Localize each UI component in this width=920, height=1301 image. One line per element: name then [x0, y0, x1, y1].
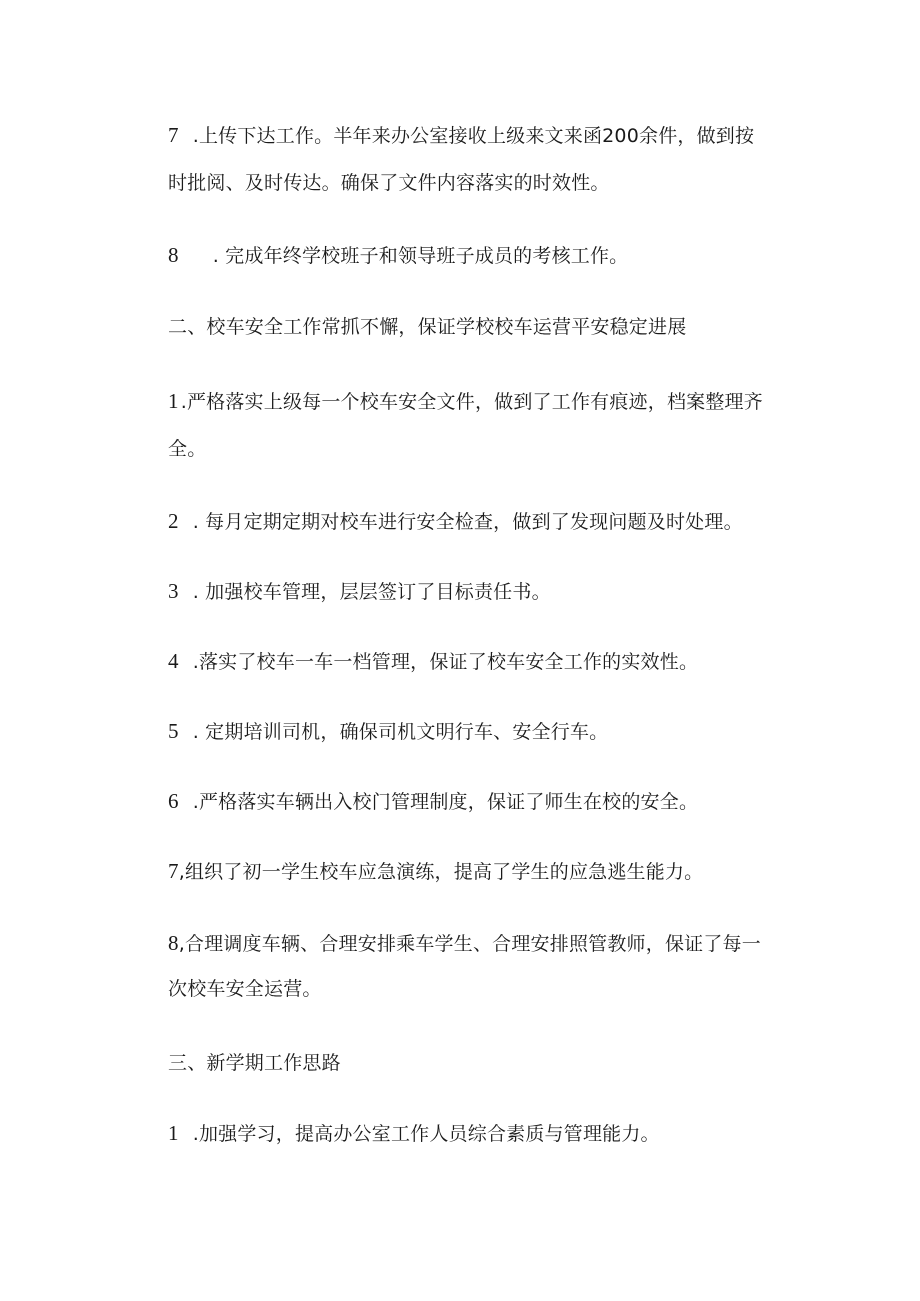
paragraph-text: 全。	[168, 438, 207, 460]
paragraph-text: .严格落实车辆出入校门管理制度，保证了师生在校的安全。	[192, 791, 699, 813]
item-number: 3	[168, 579, 179, 603]
bus-item-5	[168, 710, 808, 753]
item-number: 8	[168, 243, 179, 267]
bus-item-8-line-2	[168, 968, 808, 1010]
bus-item-4	[168, 640, 808, 683]
paragraph-text: 次校车安全运营。	[168, 978, 322, 1000]
item-number: 2	[168, 509, 179, 533]
section-heading-text: 二、校车安全工作常抓不懈，保证学校校车运营平安稳定进展	[168, 316, 687, 338]
paragraph-text: ,合理调度车辆、合理安排乘车学生、合理安排照管教师，保证了每一	[178, 933, 761, 955]
paragraph-7-line-2	[168, 162, 808, 204]
item-number: 8	[168, 931, 179, 955]
bus-item-2	[168, 500, 808, 543]
bus-item-1-line-1	[168, 380, 808, 423]
bus-item-3	[168, 570, 808, 613]
item-number: 5	[168, 719, 179, 743]
paragraph-text: .严格落实上级每一个校车安全文件，做到了工作有痕迹，档案整理齐	[180, 391, 763, 413]
plan-item-1	[168, 1112, 808, 1155]
section-heading-text: 三、新学期工作思路	[168, 1052, 341, 1074]
paragraph-text: . 定期培训司机，确保司机文明行车、安全行车。	[192, 721, 609, 743]
bus-item-6	[168, 780, 808, 823]
paragraph-text: ,组织了初一学生校车应急演练，提高了学生的应急逃生能力。	[178, 861, 704, 883]
section-heading-3	[168, 1042, 808, 1084]
item-number: 7	[168, 859, 179, 883]
bus-item-7	[168, 850, 808, 893]
paragraph-text: . 完成年终学校班子和领导班子成员的考核工作。	[212, 245, 629, 267]
paragraph-text: . 每月定期定期对校车进行安全检查，做到了发现问题及时处理。	[192, 511, 743, 533]
paragraph-text: .加强学习，提高办公室工作人员综合素质与管理能力。	[192, 1123, 660, 1145]
paragraph-text: . 加强校车管理，层层签订了目标责任书。	[192, 581, 551, 603]
item-number: 1	[168, 389, 179, 413]
paragraph-text: .落实了校车一车一档管理，保证了校车安全工作的实效性。	[192, 651, 699, 673]
paragraph-text: .上传下达工作。半年来办公室接收上级来文来函200余件，做到按	[192, 125, 755, 147]
item-number: 4	[168, 649, 179, 673]
bus-item-8-line-1	[168, 922, 808, 965]
section-heading-2	[168, 306, 808, 348]
item-number: 7	[168, 123, 179, 147]
item-number: 1	[168, 1121, 179, 1145]
bus-item-1-line-2	[168, 428, 808, 470]
paragraph-7-line-1	[168, 114, 808, 157]
paragraph-text: 时批阅、及时传达。确保了文件内容落实的时效性。	[168, 172, 610, 194]
paragraph-8	[168, 234, 808, 277]
item-number: 6	[168, 789, 179, 813]
